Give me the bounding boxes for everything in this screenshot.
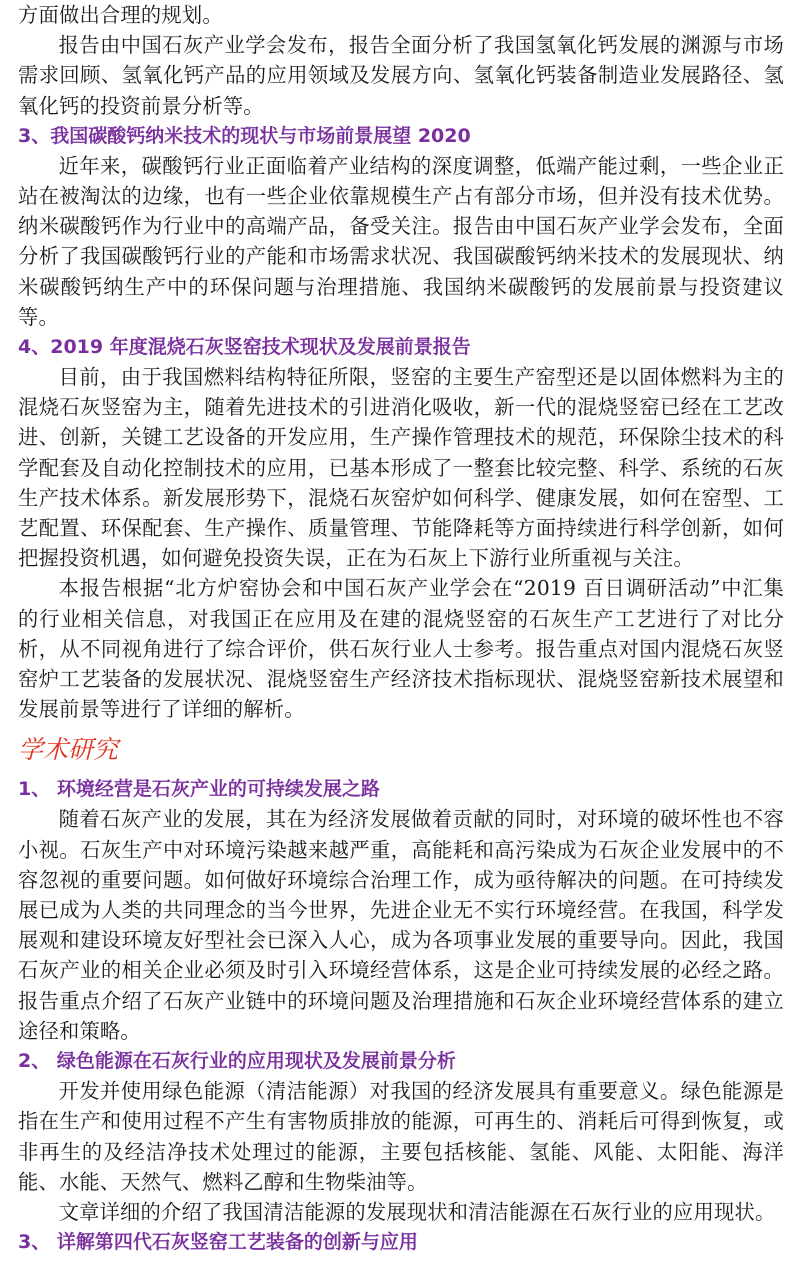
heading-fourth-gen-shaft-kiln: 3、 详解第四代石灰竖窑工艺装备的创新与应用 — [18, 1231, 418, 1254]
paragraph-calcium-hydroxide-report: 报告由中国石灰产业学会发布，报告全面分析了我国氢氧化钙发展的渊源与市场需求回顾、氢氧化钙产品的应用领域及发展方向、氢氧化钙装备制造业发展路径、氢氧化钙的投资前景分析等。 — [18, 33, 784, 118]
paragraph-shaft-kiln-report: 本报告根据“北方炉窑协会和中国石灰产业学会在“2019 百日调研活动”中汇集的行业相关信息，对我国正在应用及在建的混烧竖窑的石灰生产工艺进行了对比分析，从不同视角进行了综合评价，供石灰行业人士参考。报告重点对国内混烧石灰竖窑炉工艺装备的发展状况、混烧竖窑生产经济技术指标现状、混烧竖窑新技术展望和发展前景等进行了详细的解析。 — [18, 576, 784, 722]
paragraph-shaft-kiln-status: 目前，由于我国燃料结构特征所限，竖窑的主要生产窑型还是以固体燃料为主的混烧石灰竖窑为主，随着先进技术的引进消化吸收，新一代的混烧竖窑已经在工艺改进、创新，关键工艺设备的开发应用，生产操作管理技术的规范，环保除尘技术的科学配套及自动化控制技术的应用，已基本形成了一整套比较完整、科学、系统的石灰生产技术体系。新发展形势下，混烧石灰窑炉如何科学、健康发展，如何在窑型、工艺配置、环保配套、生产操作、质量管理、节能降耗等方面持续进行科学创新，如何把握投资机遇，如何避免投资失误，正在为石灰上下游行业所重视与关注。 — [18, 365, 784, 571]
paragraph-continuation: 方面做出合理的规划。 — [18, 3, 223, 27]
document-page — [18, 0, 784, 1257]
paragraph-environmental-management: 随着石灰产业的发展，其在为经济发展做着贡献的同时，对环境的破坏性也不容小视。石灰生产中对环境污染越来越严重，高能耗和高污染成为石灰企业发展中的不容忽视的重要问题。如何做好环境综合治理工作，成为亟待解决的问题。在可持续发展已成为人类的共同理念的当今世界，先进企业无不实行环境经营。在我国，科学发展观和建设环境友好型社会已深入人心，成为各项事业发展的重要导向。因此，我国石灰产业的相关企业必须及时引入环境经营体系，这是企业可持续发展的必经之路。报告重点介绍了石灰产业链中的环境问题及治理措施和石灰企业环境经营体系的建立途径和策略。 — [18, 807, 784, 1043]
heading-mixed-burn-shaft-kiln: 4、2019 年度混烧石灰竖窑技术现状及发展前景报告 — [18, 336, 471, 359]
section-title-academic-research: 学术研究 — [18, 735, 119, 765]
paragraph-nano-calcium-carbonate: 近年来，碳酸钙行业正面临着产业结构的深度调整，低端产能过剩，一些企业正站在被淘汰的边缘，也有一些企业依靠规模生产占有部分市场，但并没有技术优势。纳米碳酸钙作为行业中的高端产品，备受关注。报告由中国石灰产业学会发布，全面分析了我国碳酸钙行业的产能和市场需求状况、我国碳酸钙纳米技术的发展现状、纳米碳酸钙纳生产中的环保问题与治理措施、我国纳米碳酸钙的发展前景与投资建议等。 — [18, 153, 784, 329]
paragraph-green-energy-definition: 开发并使用绿色能源（清洁能源）对我国的经济发展具有重要意义。绿色能源是指在生产和使用过程不产生有害物质排放的能源，可再生的、消耗后可得到恢复，或非再生的及经洁净技术处理过的能源，主要包括核能、氢能、风能、太阳能、海洋能、水能、天然气、燃料乙醇和生物柴油等。 — [18, 1079, 784, 1194]
heading-nano-calcium-carbonate: 3、我国碳酸钙纳米技术的现状与市场前景展望 2020 — [18, 124, 471, 147]
heading-green-energy: 2、 绿色能源在石灰行业的应用现状及发展前景分析 — [18, 1050, 456, 1073]
paragraph-green-energy-summary: 文章详细的介绍了我国清洁能源的发展现状和清洁能源在石灰行业的应用现状。 — [58, 1199, 776, 1224]
heading-environmental-management: 1、 环境经营是石灰产业的可持续发展之路 — [18, 778, 380, 801]
